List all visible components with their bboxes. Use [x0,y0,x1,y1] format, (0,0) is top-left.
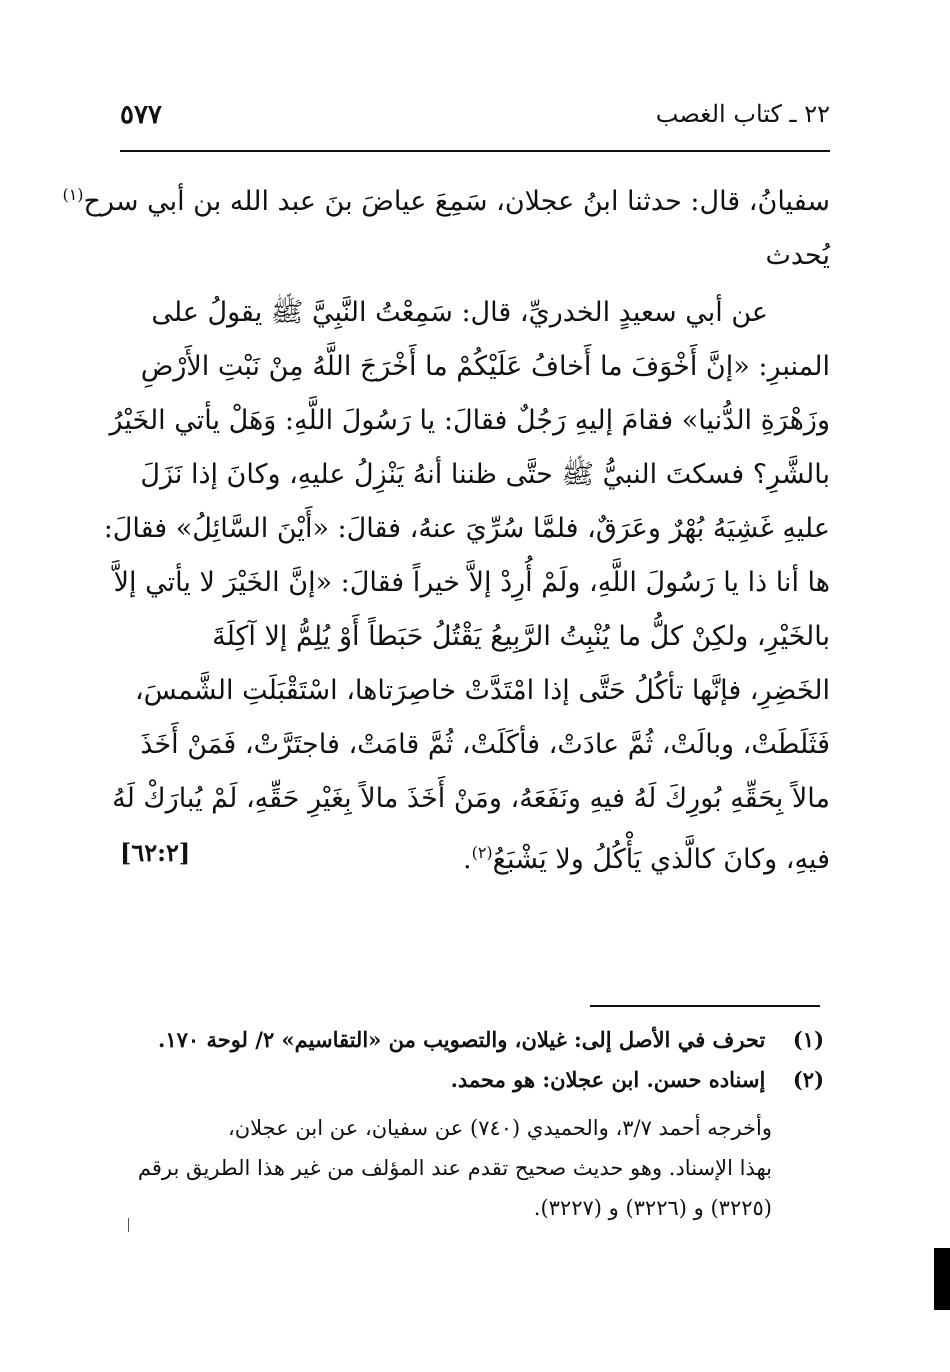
para2-line-3: وزَهْرَةِ الدُّنيا» فقامَ إليهِ رَجُلٌ فقالَ: يا رَسُولَ اللَّهِ: وَهَلْ يأتي الخَيْرُ [109,405,830,436]
paragraph-2 [103,286,830,887]
para2-line-6: ها أنا ذا يا رَسُولَ اللَّهِ، ولَمْ أُرِدْ إلاَّ خيراً فقالَ: «إنَّ الخَيْرَ لا يأتي إلاَّ [113,567,830,598]
para2-line-10: مالاً بِحَقِّهِ بُورِكَ لَهُ فيهِ ونَفَعَهُ، ومَنْ أَخَذَ مالاً بِغَيْرِ حَقِّهِ، لَمْ يُبارَكْ لَهُ [112,783,830,814]
footnote-extra-line-2: بهذا الإسناد. وهو حديث صحيح تقدم عند المؤلف من غير هذا الطريق برقم [137,1156,772,1180]
running-title: ٢٢ ـ كتاب الغصب [655,100,830,128]
para2-line-1: عن أبي سعيدٍ الخدريِّ، قال: سَمِعْتُ النَّبِيَّ ﷺ يقولُ على [151,297,768,328]
page-header [120,96,830,138]
footnote-1 [118,1020,824,1060]
footnote-extra-line-1: وأخرجه أحمد ٣/٧، والحميدي (٧٤٠) عن سفيان، عن ابن عجلان، [227,1116,772,1140]
thumb-index-tab [934,1248,950,1310]
footnote-2 [118,1060,824,1100]
paragraph-1 [62,168,830,283]
para2-line-7: بالخَيْرِ، ولكِنْ كلُّ ما يُنْبِتُ الرَّبِيعُ يَقْتُلُ حَبَطاً أَوْ يُلِمُّ إلا آكِلَةَ [212,621,830,652]
footnote-marker-2: (٢) [471,843,493,862]
header-rule [120,150,830,152]
para1-line-1: سفيانُ، قال: حدثنا ابنُ عجلان، سَمِعَ عياضَ بنَ عبد الله بن أبي سرح$^{(١)}$ [62,185,830,217]
footnote-text: إسناده حسن. ابن عجلان: هو محمد. [450,1067,766,1092]
para1-line-2: يُحدث [765,240,830,271]
footnote-number: (٢) [792,1067,824,1092]
volume-reference: [٦٢:٢] [120,838,191,867]
footnote-2-continuation [118,1108,824,1228]
footnote-extra-line-3: (٣٢٢٥) و (٣٢٢٦) و (٣٢٢٧). [533,1196,772,1220]
para2-line-11: فيهِ، وكانَ كالَّذي يَأْكُلُ ولا يَشْبَعُ$^{(٢)}$. [٦٢:٢] [112,826,830,887]
para2-line-5: عليهِ غَشِيَهُ بُهْرٌ وعَرَقٌ، فلمَّا سُرِّيَ عنهُ، فقالَ: «أَيْنَ السَّائِلُ» فقالَ: [103,513,830,544]
para2-line-9: فَثَلَطَتْ، وبالَتْ، ثُمَّ عادَتْ، فأكَلَتْ، ثُمَّ قامَتْ، فاجتَرَّتْ، فَمَنْ أَخَذَ [140,729,830,760]
para2-line-4: بالشَّرِ؟ فسكتَ النبيُّ ﷺ حتَّى ظننا أنهُ يَنْزِلُ عليهِ، وكانَ إذا نَزَلَ [140,459,830,490]
footnote-text: تحرف في الأصل إلى: غيلان، والتصويب من «التقاسيم» ٢/ لوحة ١٧٠. [158,1027,766,1052]
scan-artifact [128,1218,129,1232]
para2-line-2: المنبرِ: «إنَّ أَخْوَفَ ما أَخافُ عَلَيْكُمْ ما أَخْرَجَ اللَّهُ مِنْ نَبْتِ الأَرْضِ [140,351,830,382]
page-number: ٥٧٧ [120,100,162,130]
footnotes [118,1020,824,1228]
footnote-rule [590,1005,820,1007]
para2-line-8: الخَضِرِ، فإنَّها تأكُلُ حَتَّى إذا امْتَدَّتْ خاصِرَتاها، اسْتَقْبَلَتِ الشَّمسَ، [134,675,830,706]
footnote-number: (١) [792,1027,824,1052]
footnote-marker-1: (١) [62,185,84,204]
